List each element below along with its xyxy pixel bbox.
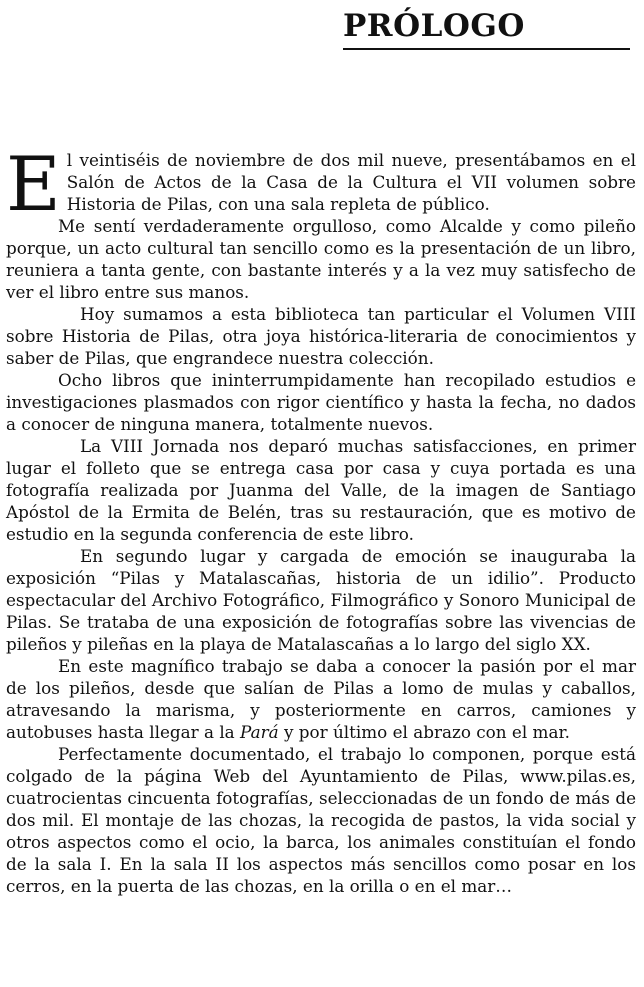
drop-cap: E xyxy=(6,140,61,228)
paragraph-7 xyxy=(6,655,636,743)
paragraph-7-text-after: y por último el abrazo con el mar. xyxy=(278,722,570,742)
paragraph-6: En segundo lugar y cargada de emoción se inauguraba la exposición “Pilas y Matalascañas, historia de un idilio”. Producto espectacular del Archivo Fotográfico, Filmográfico y Sonoro Municipal de Pilas. Se trataba de una exposición de fotografías sobre las vivencias de pileños y pileñas en la playa de Matalascañas a lo largo del siglo XX. xyxy=(6,546,636,654)
prologue-body xyxy=(6,140,636,897)
paragraph-3: Hoy sumamos a esta biblioteca tan particular el Volumen VIII sobre Historia de Pilas, otra joya histórica-literaria de conocimientos y saber de Pilas, que engrandece nuestra colección. xyxy=(6,304,636,368)
paragraph-1-text: l veintiséis de noviembre de dos mil nueve, presentábamos en el Salón de Actos de la Casa de la Cultura el VII volumen sobre Historia de Pilas, con una sala repleta de público. xyxy=(66,150,636,214)
paragraph-5: La VIII Jornada nos deparó muchas satisfacciones, en primer lugar el folleto que se entrega casa por casa y cuya portada es una fotografía realizada por Juanma del Valle, de la imagen de Santiago Apóstol de la Ermita de Belén, tras su restauración, que es motivo de estudio en la segunda conferencia de este libro. xyxy=(6,436,636,544)
paragraph-2: Me sentí verdaderamente orgulloso, como Alcalde y como pileño porque, un acto cultural tan sencillo como es la presentación de un libro, reuniera a tanta gente, con bastante interés y a la vez muy satisfecho de ver el libro entre sus manos. xyxy=(6,216,636,302)
paragraph-7-italic: Pará xyxy=(240,722,279,742)
paragraph-1 xyxy=(6,140,636,228)
paragraph-8: Perfectamente documentado, el trabajo lo componen, porque está colgado de la página Web del Ayuntamiento de Pilas, www.pilas.es, cuatrocientas cincuenta fotografías, seleccionadas de un fondo de más de dos mil. El montaje de las chozas, la recogida de pastos, la vida social y otros aspectos como el ocio, la barca, los animales constituían el fondo de la sala I. En la sala II los aspectos más sencillos como posar en los cerros, en la puerta de las chozas, en la orilla o en el mar… xyxy=(6,744,636,896)
page-title: PRÓLOGO xyxy=(343,6,630,50)
paragraph-4: Ocho libros que ininterrumpidamente han recopilado estudios e investigaciones plasmados con rigor científico y hasta la fecha, no dados a conocer de ninguna manera, totalmente nuevos. xyxy=(6,370,636,434)
paragraph-7-text-before: En este magnífico trabajo se daba a conocer la pasión por el mar de los pileños, desde que salían de Pilas a lomo de mulas y caballos, atravesando la marisma, y posteriormente en carros, camiones y autobuses hasta llegar a la xyxy=(6,656,636,742)
